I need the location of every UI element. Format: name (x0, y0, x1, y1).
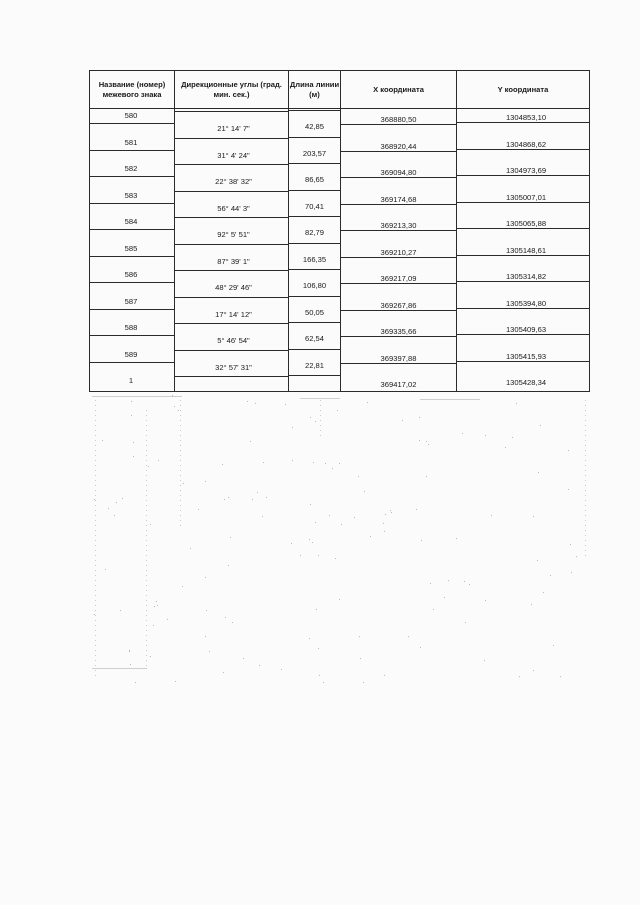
scan-speck (325, 463, 326, 464)
scan-speck (402, 420, 403, 421)
row-divider (289, 190, 340, 191)
segment-length: 62,54 (304, 334, 324, 343)
segment-directional-angle: 17° 14' 12" (215, 310, 252, 319)
scan-speck (516, 403, 517, 404)
scan-speck (310, 417, 311, 418)
row-divider (289, 110, 340, 111)
scan-speck (416, 509, 417, 510)
scan-speck (150, 656, 151, 657)
scan-speck (150, 524, 151, 525)
scan-speck (519, 676, 520, 677)
scan-speck (408, 636, 409, 637)
point-name: 586 (124, 270, 138, 279)
segment-length: 106,80 (302, 281, 327, 290)
row-divider (175, 164, 288, 165)
scan-speck (232, 622, 233, 623)
point-name: 582 (124, 164, 138, 173)
scan-speck (428, 444, 429, 445)
scan-speck (370, 536, 371, 537)
scan-speck (570, 544, 571, 545)
point-y-coordinate: 1305394,80 (505, 299, 547, 308)
point-y-coordinate: 1305314,82 (505, 272, 547, 281)
row-divider (175, 323, 288, 324)
scan-speck (178, 410, 179, 411)
row-divider (341, 230, 456, 231)
row-divider (175, 111, 288, 112)
point-name: 587 (124, 297, 138, 306)
row-divider (457, 308, 589, 309)
point-x-coordinate: 369217,09 (380, 274, 417, 283)
scan-speck (312, 542, 313, 543)
scan-speck (462, 433, 463, 434)
point-name: 580 (124, 111, 138, 120)
segment-length: 86,65 (304, 175, 324, 184)
point-x-coordinate: 369094,80 (380, 168, 417, 177)
scan-speck (292, 460, 293, 461)
row-divider (175, 350, 288, 351)
row-divider (289, 216, 340, 217)
point-name: 581 (124, 138, 138, 147)
scan-speck (421, 540, 422, 541)
row-divider (289, 269, 340, 270)
point-name: 1 (128, 376, 134, 385)
row-divider (90, 203, 174, 204)
point-y-coordinate: 1305409,63 (505, 325, 547, 334)
row-divider (341, 177, 456, 178)
scan-speck (105, 569, 106, 570)
point-x-coordinate: 369210,27 (380, 248, 417, 257)
segment-length: 50,05 (304, 308, 324, 317)
scan-speck (383, 523, 384, 524)
header-divider (90, 108, 589, 109)
segment-length: 22,81 (304, 361, 324, 370)
scan-speck (158, 460, 159, 461)
scan-speck (339, 463, 340, 464)
scan-speck (315, 522, 316, 523)
scan-speck (230, 537, 231, 538)
scan-speck (568, 450, 569, 451)
row-divider (289, 322, 340, 323)
scan-speck (131, 415, 132, 416)
point-y-coordinate: 1305415,93 (505, 352, 547, 361)
row-divider (457, 175, 589, 176)
scan-speck (420, 647, 421, 648)
scan-speck (540, 425, 541, 426)
scan-speck (223, 672, 224, 673)
scan-speck (167, 619, 168, 620)
point-y-coordinate: 1305065,88 (505, 219, 547, 228)
row-divider (90, 335, 174, 336)
scan-speck (135, 682, 136, 683)
scan-speck (222, 464, 223, 465)
scan-speck (310, 504, 311, 505)
boundary-coordinates-table (89, 70, 590, 392)
scan-speck (364, 491, 365, 492)
row-divider (175, 138, 288, 139)
scan-speck (116, 502, 117, 503)
point-y-coordinate: 1305428,34 (505, 378, 547, 387)
scan-speck (318, 648, 319, 649)
row-divider (341, 336, 456, 337)
row-divider (175, 191, 288, 192)
row-divider (90, 123, 174, 124)
segment-length: 42,85 (304, 122, 324, 131)
scan-speck (384, 675, 385, 676)
scan-speck (363, 682, 364, 683)
segment-directional-angle: 22° 38' 32" (215, 177, 252, 186)
scan-speck (568, 489, 569, 490)
scan-speck (358, 476, 359, 477)
point-name: 583 (124, 191, 138, 200)
row-divider (289, 349, 340, 350)
point-x-coordinate: 369417,02 (380, 380, 417, 389)
scan-speck (485, 600, 486, 601)
row-divider (90, 362, 174, 363)
scan-speck (560, 676, 561, 677)
scan-speck (183, 483, 184, 484)
scan-speck (225, 617, 226, 618)
scan-speck (323, 682, 324, 683)
scan-speck (359, 636, 360, 637)
scan-speck (114, 515, 115, 516)
header-angle: Дирекционные углы (град. мин. сек.) (181, 80, 282, 99)
scan-speck (553, 645, 554, 646)
scan-dash (92, 668, 147, 669)
scan-speck (108, 508, 109, 509)
point-x-coordinate: 369397,88 (380, 354, 417, 363)
scan-speck (228, 497, 229, 498)
segment-length: 82,79 (304, 228, 324, 237)
row-divider (457, 334, 589, 335)
scan-dotted-line (146, 410, 147, 670)
row-divider (175, 376, 288, 377)
row-divider (289, 243, 340, 244)
point-name: 589 (124, 350, 138, 359)
point-name: 584 (124, 217, 138, 226)
scan-speck (444, 597, 445, 598)
scan-speck (250, 441, 251, 442)
scan-speck (385, 514, 386, 515)
row-divider (341, 204, 456, 205)
scan-speck (339, 599, 340, 600)
scan-speck (316, 609, 317, 610)
row-divider (341, 257, 456, 258)
scan-dotted-line (585, 400, 586, 560)
scan-speck (332, 468, 333, 469)
scan-speck (153, 625, 154, 626)
scan-speck (533, 670, 534, 671)
header-length: Длина линии (м) (289, 80, 340, 99)
scan-speck (433, 609, 434, 610)
scan-speck (255, 403, 256, 404)
scan-speck (354, 517, 355, 518)
scan-speck (309, 638, 310, 639)
scan-speck (257, 492, 258, 493)
scan-speck (266, 497, 267, 498)
scan-speck (335, 558, 336, 559)
scan-speck (209, 651, 210, 652)
scan-speck (448, 580, 449, 581)
segment-length: 166,35 (302, 255, 327, 264)
point-x-coordinate: 368920,44 (380, 142, 417, 151)
scan-speck (430, 583, 431, 584)
row-divider (341, 310, 456, 311)
scan-speck (292, 427, 293, 428)
point-name: 585 (124, 244, 138, 253)
row-divider (90, 256, 174, 257)
scan-speck (505, 447, 506, 448)
scan-speck (543, 592, 544, 593)
row-divider (175, 244, 288, 245)
scan-speck (484, 660, 485, 661)
scan-speck (206, 610, 207, 611)
scan-speck (300, 555, 301, 556)
point-x-coordinate: 369267,86 (380, 301, 417, 310)
row-divider (341, 151, 456, 152)
scan-speck (571, 572, 572, 573)
scan-speck (157, 605, 158, 606)
scan-speck (263, 462, 264, 463)
scan-dash (92, 396, 182, 397)
scan-speck (131, 401, 132, 402)
segment-directional-angle: 92° 5' 51" (217, 230, 250, 239)
scan-speck (550, 575, 551, 576)
point-y-coordinate: 1304973,69 (505, 166, 547, 175)
segment-directional-angle: 21° 14' 7" (217, 124, 250, 133)
scan-speck (174, 406, 175, 407)
scan-speck (576, 556, 577, 557)
point-y-coordinate: 1304868,62 (505, 140, 547, 149)
segment-length: 70,41 (304, 202, 324, 211)
segment-directional-angle: 48° 29' 46" (215, 283, 252, 292)
segment-directional-angle: 56° 44' 3" (217, 204, 250, 213)
row-divider (90, 229, 174, 230)
point-x-coordinate: 369174,68 (380, 195, 417, 204)
scan-speck (533, 516, 534, 517)
scan-speck (156, 601, 157, 602)
point-y-coordinate: 1304853,10 (505, 113, 547, 122)
segment-length: 203,57 (302, 149, 327, 158)
scan-speck (456, 538, 457, 539)
scan-speck (319, 675, 320, 676)
row-divider (289, 137, 340, 138)
point-y-coordinate: 1305007,01 (505, 193, 547, 202)
scan-speck (309, 539, 310, 540)
scan-speck (337, 410, 338, 411)
scan-speck (190, 548, 191, 549)
scan-speck (360, 658, 361, 659)
point-x-coordinate: 369213,30 (380, 221, 417, 230)
row-divider (341, 283, 456, 284)
scan-speck (198, 509, 199, 510)
scan-speck (182, 586, 183, 587)
scan-speck (285, 404, 286, 405)
row-divider (457, 228, 589, 229)
scan-speck (148, 466, 149, 467)
scan-speck (384, 531, 385, 532)
point-x-coordinate: 368880,50 (380, 115, 417, 124)
scan-speck (247, 401, 248, 402)
scan-speck (318, 555, 319, 556)
scan-speck (228, 565, 229, 566)
column-divider (174, 71, 175, 391)
scan-speck (120, 610, 121, 611)
row-divider (175, 297, 288, 298)
row-divider (341, 124, 456, 125)
point-name: 588 (124, 323, 138, 332)
scan-speck (538, 472, 539, 473)
scan-speck (367, 402, 368, 403)
row-divider (289, 375, 340, 376)
scan-dash (300, 398, 340, 399)
scan-speck (205, 636, 206, 637)
scan-speck (291, 543, 292, 544)
row-divider (289, 296, 340, 297)
header-y: Y координата (497, 84, 549, 94)
row-divider (90, 309, 174, 310)
scan-speck (252, 499, 253, 500)
scan-speck (313, 462, 314, 463)
scan-speck (129, 651, 130, 652)
scan-speck (419, 417, 420, 418)
scan-speck (315, 421, 316, 422)
row-divider (457, 361, 589, 362)
segment-directional-angle: 32° 57' 31" (215, 363, 252, 372)
scan-speck (243, 658, 244, 659)
scan-speck (465, 622, 466, 623)
point-y-coordinate: 1305148,61 (505, 246, 547, 255)
header-name: Название (номер) межевого знака (98, 80, 166, 99)
scan-speck (426, 441, 427, 442)
row-divider (90, 282, 174, 283)
row-divider (457, 149, 589, 150)
scan-speck (130, 664, 131, 665)
row-divider (175, 270, 288, 271)
scan-speck (122, 498, 123, 499)
row-divider (457, 281, 589, 282)
scan-speck (485, 435, 486, 436)
row-divider (90, 150, 174, 151)
row-divider (289, 163, 340, 164)
scan-speck (154, 606, 155, 607)
scan-speck (491, 515, 492, 516)
row-divider (175, 217, 288, 218)
scan-speck (537, 560, 538, 561)
segment-directional-angle: 5° 46' 54" (217, 336, 250, 345)
scan-speck (281, 669, 282, 670)
scan-speck (259, 665, 260, 666)
scan-speck (133, 456, 134, 457)
scan-speck (102, 440, 103, 441)
scan-speck (464, 581, 465, 582)
scan-speck (224, 499, 225, 500)
scan-speck (469, 584, 470, 585)
row-divider (457, 122, 589, 123)
scan-speck (391, 512, 392, 513)
scan-speck (390, 510, 391, 511)
scan-speck (329, 515, 330, 516)
row-divider (90, 176, 174, 177)
segment-directional-angle: 31° 4' 24" (217, 151, 250, 160)
scan-speck (133, 442, 134, 443)
scan-speck (531, 604, 532, 605)
row-divider (457, 202, 589, 203)
header-x: X координата (373, 84, 424, 94)
row-divider (341, 363, 456, 364)
scan-dotted-line (95, 400, 96, 680)
scan-dotted-line (320, 400, 321, 440)
scan-dash (420, 399, 480, 400)
scan-speck (175, 681, 176, 682)
scan-speck (205, 577, 206, 578)
scan-speck (419, 440, 420, 441)
scan-dotted-line (180, 400, 181, 530)
point-x-coordinate: 369335,66 (380, 327, 417, 336)
column-divider (456, 71, 457, 391)
scan-speck (262, 516, 263, 517)
row-divider (457, 255, 589, 256)
scan-speck (426, 476, 427, 477)
scan-speck (512, 437, 513, 438)
segment-directional-angle: 87° 39' 1" (217, 257, 250, 266)
scan-speck (205, 481, 206, 482)
scan-speck (341, 524, 342, 525)
